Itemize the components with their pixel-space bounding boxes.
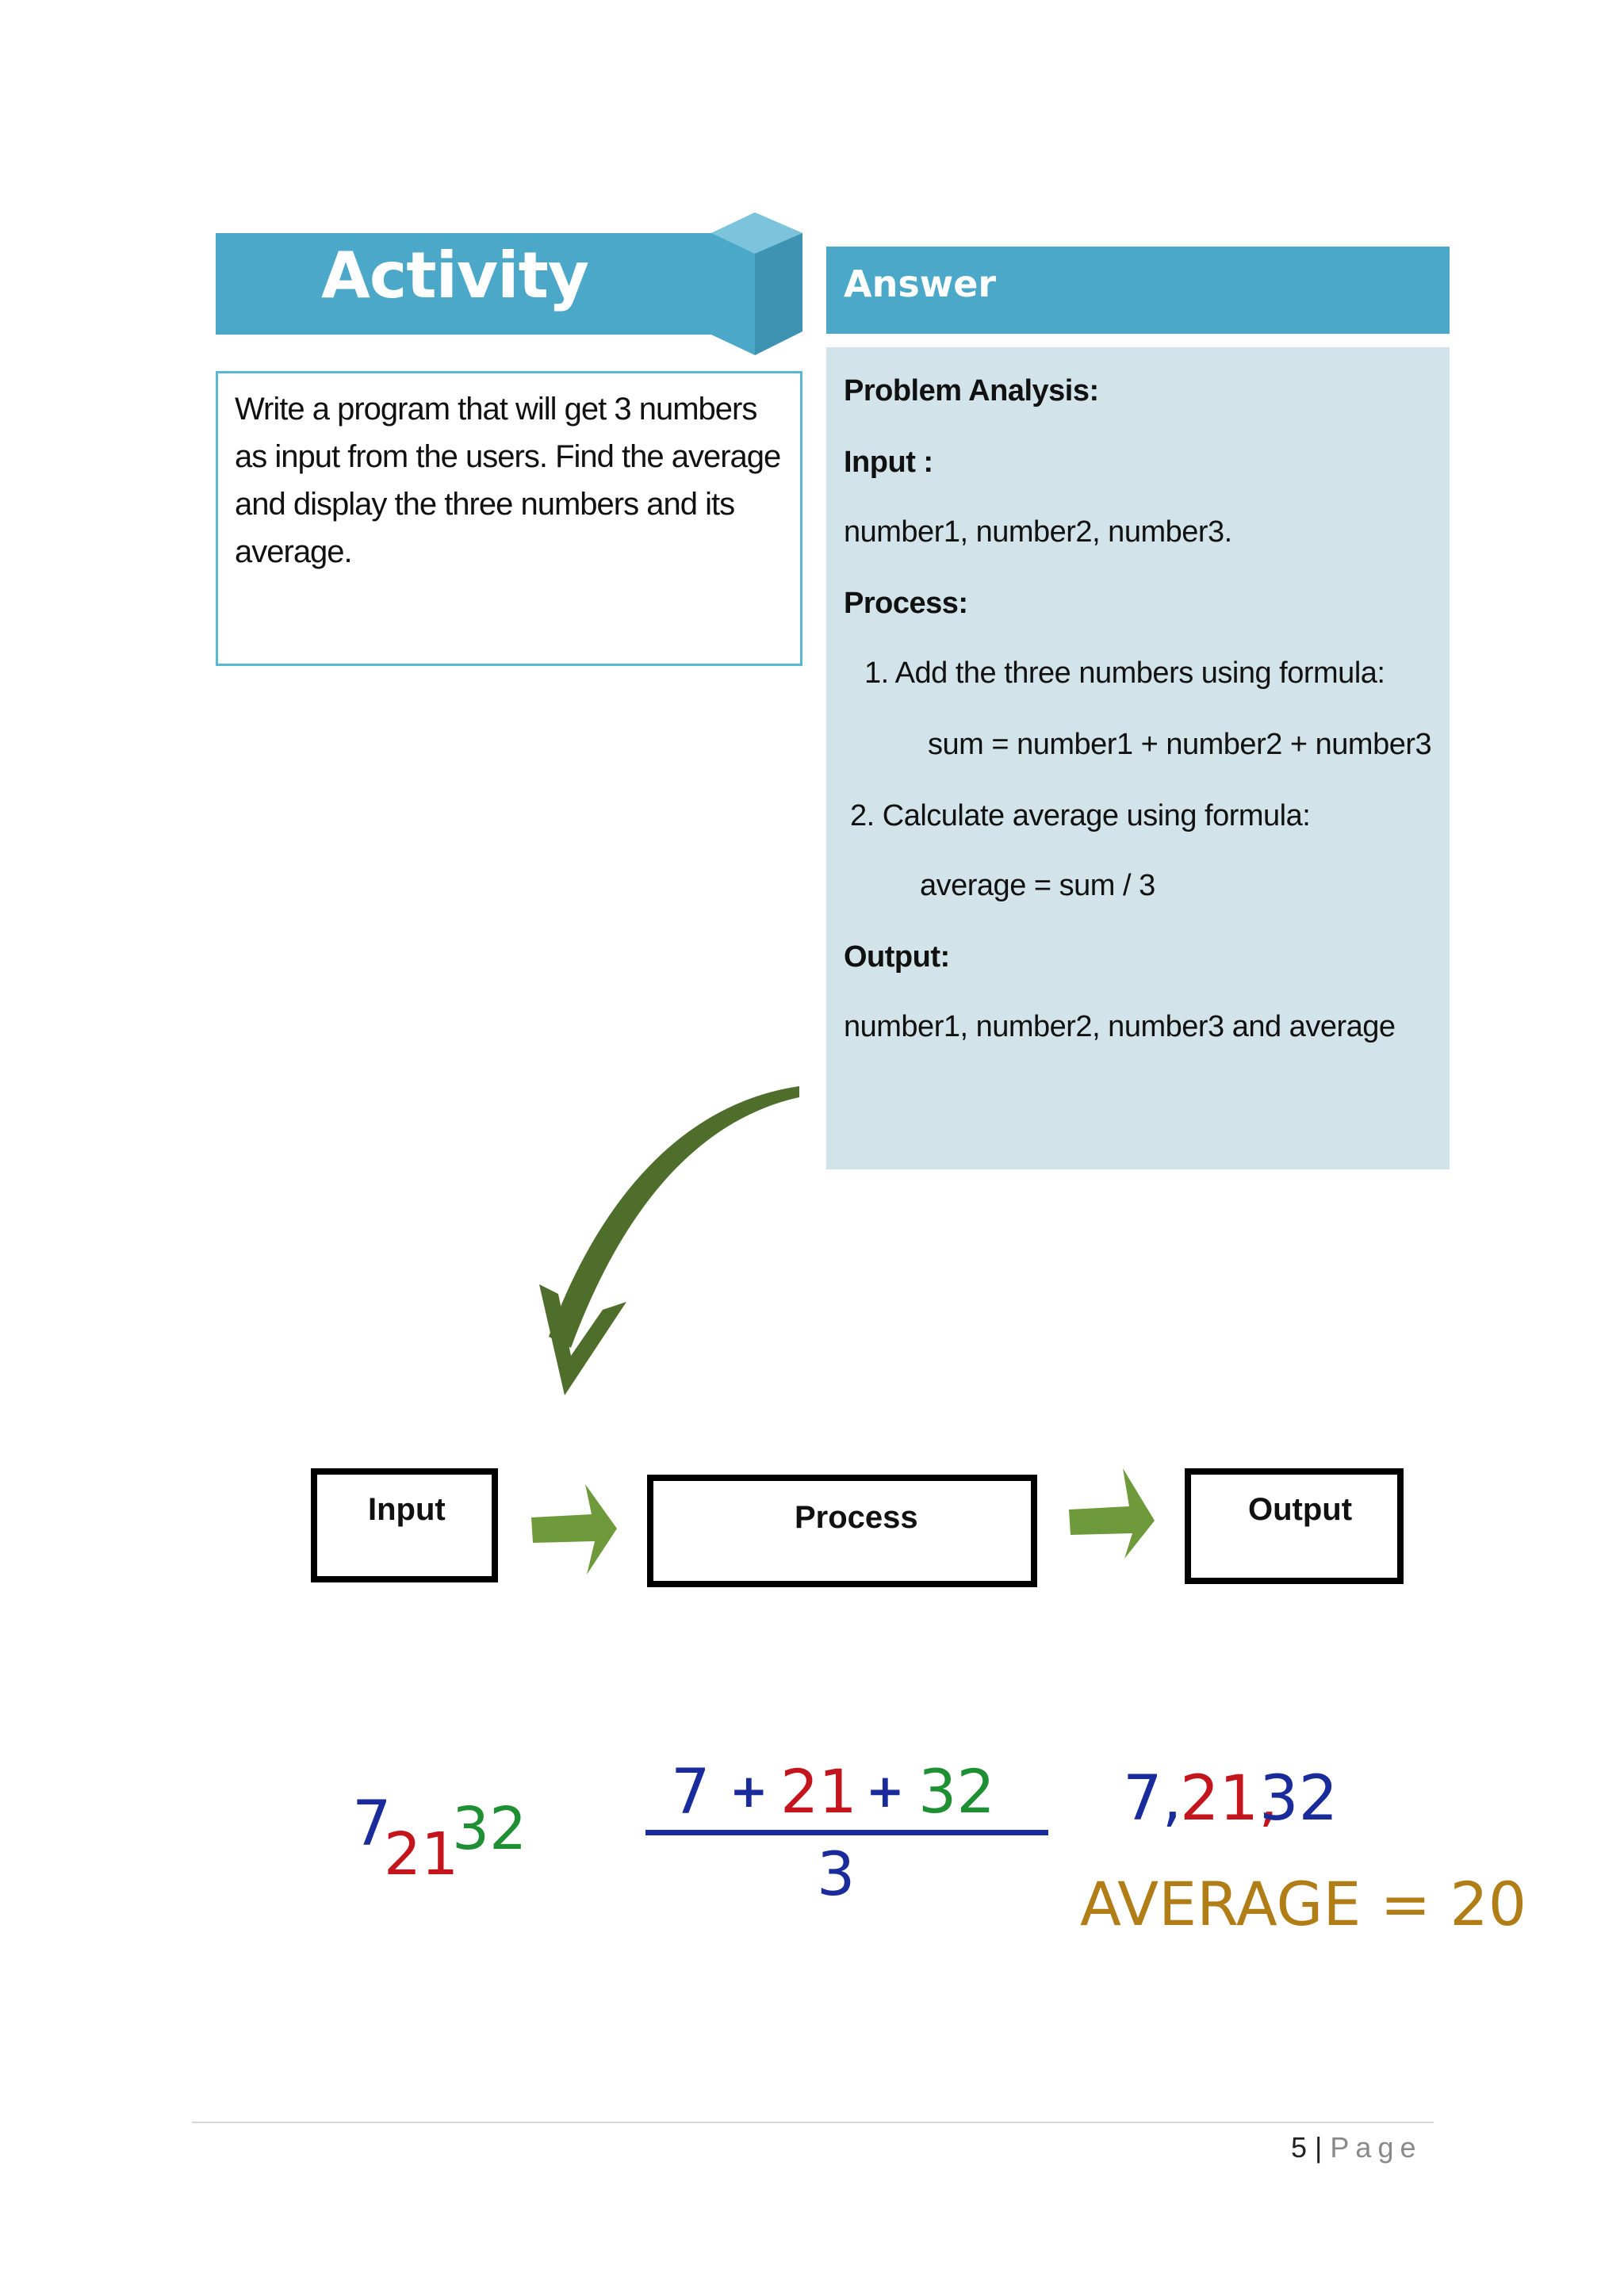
activity-title: Activity [321, 239, 588, 312]
page-word: Page [1330, 2131, 1423, 2164]
page-separator: | [1315, 2131, 1323, 2164]
input-value: number1, number2, number3. [844, 515, 1232, 549]
process-step-2: 2. Calculate average using formula: [850, 799, 1311, 832]
average-formula: average = sum / 3 [920, 869, 1155, 902]
example-input-32: 32 [452, 1795, 527, 1863]
process-box-label: Process [795, 1500, 918, 1535]
page-number [1291, 2131, 1423, 2164]
input-heading: Input : [844, 446, 933, 479]
process-step-1: 1. Add the three numbers using formula: [864, 656, 1385, 690]
activity-question-text: Write a program that will get 3 numbers as input from the users. Find the average and display the three numbers and its average. [235, 392, 781, 569]
arrow-right-icon [1066, 1460, 1161, 1563]
problem-analysis-heading: Problem Analysis: [844, 374, 1099, 408]
example-output-21: 21, [1180, 1763, 1279, 1835]
curved-arrow-icon [508, 1086, 809, 1403]
output-value: number1, number2, number3 and average [844, 1010, 1396, 1043]
output-box-label: Output [1248, 1492, 1353, 1527]
fraction-num-32: 32 [918, 1756, 995, 1827]
answer-title: Answer [844, 262, 997, 305]
arrow-right-icon [528, 1476, 623, 1579]
example-output-32: 32 [1259, 1763, 1339, 1835]
fraction-num-21: 21 [780, 1756, 857, 1827]
page-number-value: 5 [1291, 2131, 1308, 2164]
fraction-bar [645, 1830, 1048, 1835]
process-heading: Process: [844, 587, 968, 620]
example-average: AVERAGE = 20 [1080, 1869, 1527, 1939]
output-heading: Output: [844, 940, 950, 974]
sum-formula: sum = number1 + number2 + number3 [928, 728, 1432, 761]
fraction-plus-1: + [730, 1764, 768, 1818]
answer-panel [826, 347, 1450, 1169]
fraction-num-7: 7 [671, 1757, 710, 1828]
example-input-21: 21 [384, 1820, 459, 1888]
fraction-denominator: 3 [817, 1839, 856, 1909]
example-input-7: 7 [352, 1789, 392, 1860]
fraction-plus-2: + [866, 1764, 905, 1818]
footer-divider [192, 2122, 1434, 2123]
example-output-7: 7, [1123, 1763, 1182, 1835]
input-box-label: Input [368, 1492, 446, 1527]
